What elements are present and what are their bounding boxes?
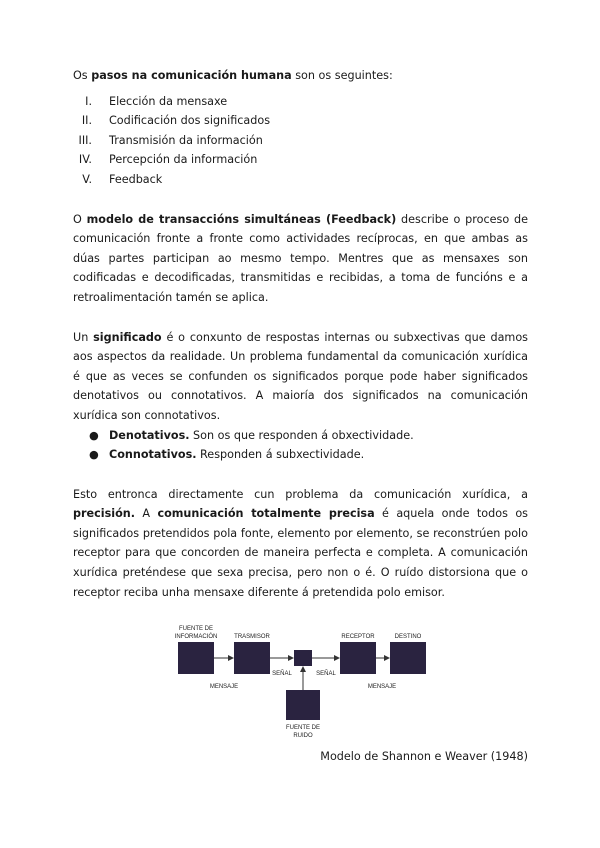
bullet-bold: Connotativos. [109,448,197,462]
list-item [73,426,528,446]
receiver-box [340,642,376,674]
model-text: O [73,212,87,226]
list-number: III. [78,133,92,147]
precision-paragraph [73,485,528,603]
significado-text-end: é o conxunto de respostas internas ou subxectivas que damos aos aspectos da realidade. Un problema fundamental da comunicación xurídica é que as veces se confunden os significados porque pode haber significados denotativos ou connotativos. A maioría dos significados na comunicación xurídica son connotativos. [73,330,528,422]
significado-paragraph [73,328,528,426]
signal-label: SEÑAL [316,671,336,677]
shannon-weaver-diagram [170,622,440,748]
list-item [73,445,528,465]
noise-source-box [286,690,320,720]
destination-label: DESTINO [394,634,422,640]
list-item [73,150,528,170]
precise-communication-bold: comunicación totalmente precisa [157,507,375,521]
message-label: MENSAJE [209,684,239,690]
source-box [178,642,214,674]
precision-bold: precisión. [73,507,135,521]
list-number: II. [81,114,92,128]
list-number: I. [85,94,92,108]
source-label: FUENTE DE [178,626,214,632]
intro-text-end: son os seguintes: [291,69,393,82]
list-item [73,131,528,151]
significado-bold: significado [93,330,162,344]
document-body [73,66,528,602]
bullet-text: Son os que responden á obxectividade. [189,428,414,442]
signal-label: SEÑAL [272,671,292,677]
bullet-icon: ● [89,448,99,462]
intro-bold: pasos na comunicación humana [91,69,292,82]
list-text: Codificación dos significados [109,114,271,128]
channel-box [294,650,312,666]
message-label: MENSAJE [367,684,397,690]
model-bold: modelo de transaccións simultáneas (Feedback) [86,212,397,226]
list-item [73,170,528,190]
source-label: INFORMACIÓN [174,634,218,640]
precision-text: A [134,507,158,521]
bullet-bold: Denotativos. [109,428,190,442]
noise-label: FUENTE DE [285,725,321,731]
list-item [73,111,528,131]
intro-text: Os [73,69,92,82]
intro-paragraph [73,66,528,86]
model-paragraph [73,210,528,308]
model-text-end: describe o proceso de comunicación fronte a fronte como actividades recíprocas, en que ambas as dúas partes participan ao mesmo tempo. Mentres que as mensaxes son codificadas e decodificadas, transmitidas e recibidas, a toma de funcións e a retroalimentación tamén se aplica. [73,212,529,304]
list-text: Elección da mensaxe [109,94,228,108]
steps-list [73,92,528,190]
list-text: Percepción da información [109,153,258,167]
bullet-text: Responden á subxectividade. [196,448,365,462]
list-item [73,92,528,112]
destination-box [390,642,426,674]
transmitter-box [234,642,270,674]
bullet-icon: ● [89,428,99,442]
list-text: Feedback [109,172,163,186]
precision-text-end: é aquela onde todos os significados pretendidos pola fonte, elemento por elemento, se reconstrúen polo receptor para que concorden de maneira perfecta e completa. A comunicación xurídica preténdese que sexa precisa, pero non o é. O ruído distorsiona que o receptor reciba unha mensaxe diferente á pretendida polo emisor. [73,507,528,599]
transmitter-label: TRASMISOR [234,634,270,640]
list-number: IV. [78,153,92,167]
precision-text: Esto entronca directamente cun problema da comunicación xurídica, a [73,487,528,501]
receiver-label: RECEPTOR [341,634,375,640]
list-text: Transmisión da información [109,133,263,147]
figure-caption: Modelo de Shannon e Weaver (1948) [320,750,528,763]
noise-label: RUIDO [293,733,313,739]
significado-text: Un [73,330,94,344]
meaning-types-list [73,426,528,465]
list-number: V. [82,172,92,186]
